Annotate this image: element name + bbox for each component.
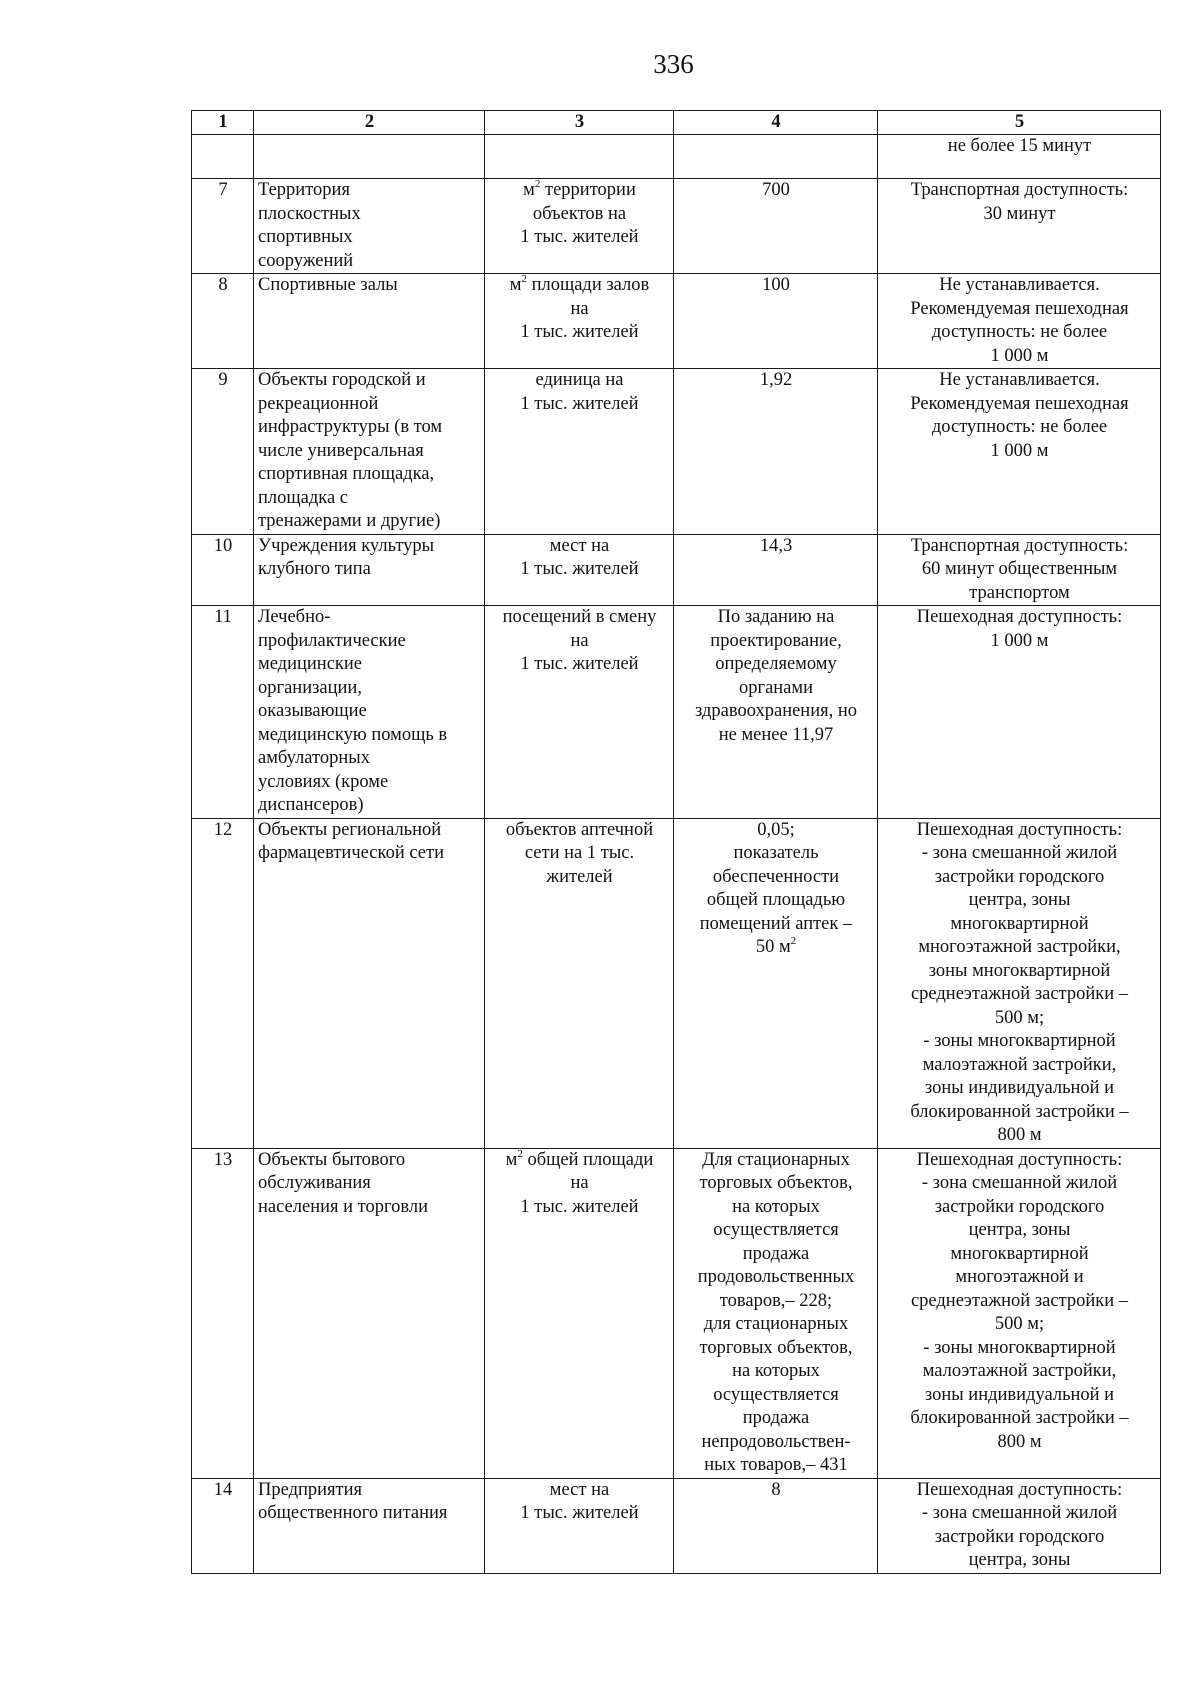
norm-value: 100 <box>762 275 790 295</box>
header-cell-3: 3 <box>485 111 674 135</box>
header-cell-5: 5 <box>878 111 1161 135</box>
unit-text: территории объектов на 1 тыс. жителей <box>520 180 639 247</box>
unit-cell <box>485 274 674 369</box>
unit-prefix: м <box>509 275 522 295</box>
row-number-cell <box>192 135 254 179</box>
unit-cell <box>485 818 674 1148</box>
table-row <box>192 179 1161 274</box>
norm-value: 700 <box>762 180 790 200</box>
unit-prefix: м <box>523 180 535 200</box>
object-name: Предприятия общественного питания <box>258 1479 448 1523</box>
accessibility-text: Не устанавливается. Рекомендуемая пешеходная доступность: не более 1 000 м <box>910 370 1129 461</box>
norm-value: Для стационарных торговых объектов, на которых осуществляется продажа продовольственных товаров,– 228; для стационарных торговых объектов, на которых осуществляется продажа непродовольствен- ных товаров,– 431 <box>697 1149 855 1475</box>
row-number: 9 <box>218 370 228 390</box>
header-cell-1: 1 <box>192 111 254 135</box>
row-number: 10 <box>213 535 233 556</box>
unit-superscript: 2 <box>517 1148 523 1160</box>
norm-value: 8 <box>771 1479 781 1500</box>
row-number: 13 <box>213 1149 233 1170</box>
table-row <box>192 274 1161 369</box>
row-number: 7 <box>218 180 228 200</box>
unit-text: посещений в смену на 1 тыс. жителей <box>502 607 657 674</box>
accessibility-text: не более 15 минут <box>947 136 1092 156</box>
unit-cell <box>485 606 674 819</box>
norms-table <box>191 110 1161 1574</box>
row-number: 14 <box>213 1479 233 1500</box>
unit-cell <box>485 1478 674 1573</box>
object-name-cell <box>254 1148 485 1478</box>
accessibility-cell <box>878 274 1161 369</box>
accessibility-cell <box>878 606 1161 819</box>
row-number: 11 <box>214 607 232 627</box>
object-name: Территория плоскостных спортивных сооружений <box>258 180 361 271</box>
page-number: 336 <box>653 49 694 79</box>
norm-value-cell <box>674 179 878 274</box>
object-name: Объекты бытового обслуживания населения и торговли <box>258 1149 429 1217</box>
accessibility-cell <box>878 135 1161 179</box>
unit-text: мест на 1 тыс. жителей <box>520 535 639 579</box>
row-number-cell <box>192 179 254 274</box>
unit-text: площади залов на 1 тыс. жителей <box>520 275 650 342</box>
object-name-cell <box>254 135 485 179</box>
norm-value-cell <box>674 369 878 535</box>
object-name: Учреждения культуры клубного типа <box>258 535 435 579</box>
row-number-cell <box>192 606 254 819</box>
norm-value-cell <box>674 606 878 819</box>
object-name-cell <box>254 534 485 606</box>
accessibility-cell <box>878 534 1161 606</box>
accessibility-text: Транспортная доступность: 60 минут общественным транспортом <box>910 535 1129 603</box>
unit-text: мест на 1 тыс. жителей <box>520 1479 639 1523</box>
table-row <box>192 818 1161 1148</box>
accessibility-text: Пешеходная доступность: - зона смешанной жилой застройки городского центра, зоны многоквартирной многоэтажной и среднеэтажной застройки – 500 м; - зоны многоквартирной малоэтажной застройки, зоны индивидуальной и блокированной застройки – 800 м <box>910 1149 1129 1452</box>
table-row <box>192 606 1161 819</box>
table-row <box>192 369 1161 535</box>
unit-cell <box>485 179 674 274</box>
unit-superscript: 2 <box>534 178 541 190</box>
object-name: Лечебно- профилактические медицинские организации, оказывающие медицинскую помощь в амбулаторных условиях (кроме диспансеров) <box>258 607 448 815</box>
norm-value-cell <box>674 818 878 1148</box>
object-name-cell <box>254 818 485 1148</box>
object-name: Объекты региональной фармацевтической сети <box>258 819 444 863</box>
accessibility-cell <box>878 1478 1161 1573</box>
row-number-cell <box>192 369 254 535</box>
table-row <box>192 135 1161 179</box>
norm-value: 1,92 <box>759 370 793 390</box>
row-number-cell <box>192 1148 254 1478</box>
accessibility-cell <box>878 369 1161 535</box>
header-cell-4: 4 <box>674 111 878 135</box>
norm-value-cell <box>674 135 878 179</box>
object-name-cell <box>254 179 485 274</box>
unit-cell <box>485 1148 674 1478</box>
norm-value: 0,05; показатель обеспеченности общей площадью помещений аптек – 50 м <box>699 819 853 957</box>
accessibility-cell <box>878 179 1161 274</box>
norm-value: По заданию на проектирование, определяемому органами здравоохранения, но не менее 11,97 <box>694 607 858 745</box>
object-name: Объекты городской и рекреационной инфраструктуры (в том числе универсальная спортивная площадка, площадка с тренажерами и другие) <box>258 370 443 531</box>
norm-value-cell <box>674 1478 878 1573</box>
accessibility-text: Транспортная доступность: 30 минут <box>910 180 1129 224</box>
norm-value-cell <box>674 1148 878 1478</box>
unit-cell <box>485 135 674 179</box>
table-row <box>192 1148 1161 1478</box>
unit-text: объектов аптечной сети на 1 тыс. жителей <box>505 819 654 887</box>
accessibility-cell <box>878 818 1161 1148</box>
accessibility-text: Пешеходная доступность: - зона смешанной жилой застройки городского центра, зоны <box>916 1479 1123 1570</box>
object-name-cell <box>254 606 485 819</box>
object-name-cell <box>254 274 485 369</box>
row-number-cell <box>192 818 254 1148</box>
table-row <box>192 1478 1161 1573</box>
object-name: Спортивные залы <box>258 275 398 295</box>
unit-superscript: 2 <box>521 273 527 285</box>
row-number-cell <box>192 534 254 606</box>
header-cell-2: 2 <box>254 111 485 135</box>
accessibility-text: Пешеходная доступность: 1 000 м <box>916 607 1123 651</box>
norm-value: 14,3 <box>759 535 793 556</box>
unit-cell <box>485 369 674 535</box>
unit-text: единица на 1 тыс. жителей <box>520 370 639 414</box>
unit-text: общей площади на 1 тыс. жителей <box>520 1149 654 1217</box>
table-row <box>192 534 1161 606</box>
value-superscript: 2 <box>790 935 797 947</box>
row-number: 8 <box>218 275 228 295</box>
accessibility-text: Пешеходная доступность: - зона смешанной жилой застройки городского центра, зоны многоквартирной многоэтажной застройки, зоны многоквартирной среднеэтажной застройки – 500 м; - зоны многоквартирной малоэтажной застройки, зоны индивидуальной и блокированной застройки – 800 м <box>910 819 1129 1145</box>
row-number-cell <box>192 1478 254 1573</box>
header-row <box>192 111 1161 135</box>
norm-value-cell <box>674 534 878 606</box>
accessibility-text: Не устанавливается. Рекомендуемая пешеходная доступность: не более 1 000 м <box>910 275 1129 366</box>
accessibility-cell <box>878 1148 1161 1478</box>
row-number: 12 <box>213 819 233 840</box>
norm-value-cell <box>674 274 878 369</box>
object-name-cell <box>254 1478 485 1573</box>
row-number-cell <box>192 274 254 369</box>
unit-prefix: м <box>505 1149 518 1170</box>
object-name-cell <box>254 369 485 535</box>
unit-cell <box>485 534 674 606</box>
